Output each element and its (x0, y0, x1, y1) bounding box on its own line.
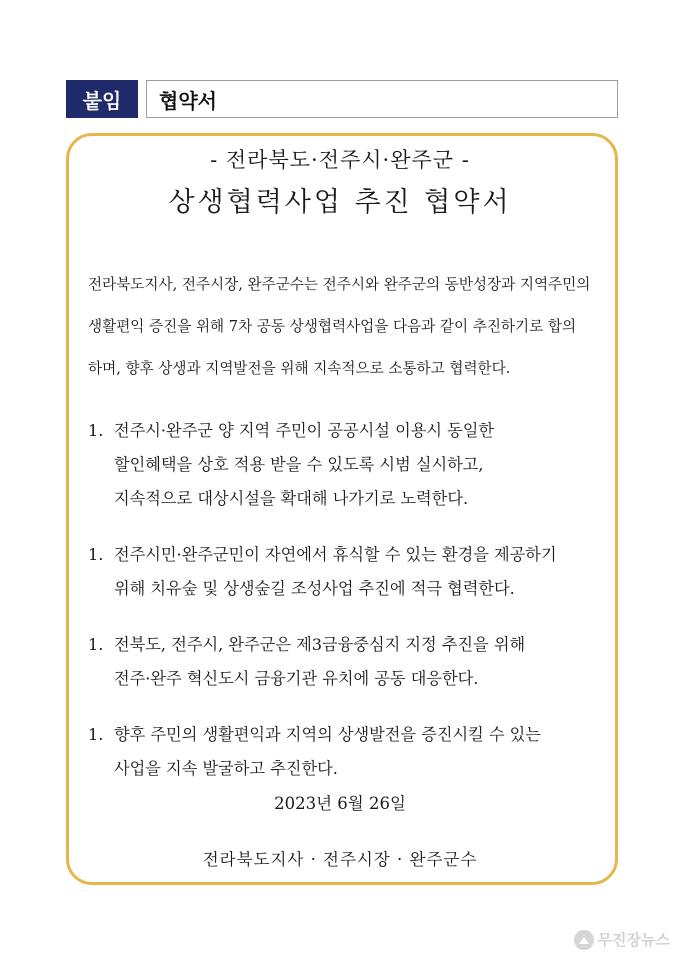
attachment-tag: 붙임 (66, 80, 138, 118)
agreement-item (88, 718, 618, 786)
item-number: 1. (88, 725, 104, 744)
item-line: 전북도, 전주시, 완주군은 제3금융중심지 지정 추진을 위해 (114, 635, 526, 654)
agreement-date: 2023년 6월 26일 (274, 794, 406, 813)
item-number: 1. (88, 635, 104, 654)
intro-line: 생활편익 증진을 위해 7차 공동 상생협력사업을 다음과 같이 추진하기로 합의 (88, 318, 577, 335)
intro-paragraph (88, 264, 616, 390)
item-line: 할인혜택을 상호 적용 받을 수 있도록 시범 실시하고, (114, 455, 484, 474)
header-title: 협약서 (146, 80, 618, 118)
agreement-item (88, 414, 618, 516)
item-line: 위해 치유숲 및 상생숲길 조성사업 추진에 적극 협력한다. (114, 579, 515, 598)
item-line: 지속적으로 대상시설을 확대해 나가기로 노력한다. (114, 489, 469, 508)
mountain-logo-icon (574, 930, 594, 950)
intro-line: 하며, 향후 상생과 지역발전을 위해 지속적으로 소통하고 협력한다. (88, 360, 511, 377)
agreement-item (88, 628, 618, 696)
item-number: 1. (88, 421, 104, 440)
item-line: 사업을 지속 발굴하고 추진한다. (114, 759, 338, 778)
agreement-item (88, 538, 618, 606)
item-line: 전주시민·완주군민이 자연에서 휴식할 수 있는 환경을 제공하기 (114, 545, 557, 564)
item-line: 향후 주민의 생활편익과 지역의 상생발전을 증진시킬 수 있는 (114, 725, 541, 744)
news-watermark (574, 929, 670, 950)
item-number: 1. (88, 545, 104, 564)
intro-line: 전라북도지사, 전주시장, 완주군수는 전주시와 완주군의 동반성장과 지역주민의 (88, 276, 591, 293)
agreement-items (88, 414, 618, 808)
signatories: 전라북도지사 · 전주시장 · 완주군수 (202, 850, 478, 869)
watermark-text: 무진장뉴스 (597, 931, 670, 949)
document-title: 상생협력사업 추진 협약서 (168, 187, 512, 218)
attachment-header (66, 80, 618, 118)
document-subtitle: - 전라북도·전주시·완주군 - (210, 148, 470, 172)
item-line: 전주·완주 혁신도시 금융기관 유치에 공동 대응한다. (114, 669, 479, 688)
item-line: 전주시·완주군 양 지역 주민이 공공시설 이용시 동일한 (114, 421, 495, 440)
